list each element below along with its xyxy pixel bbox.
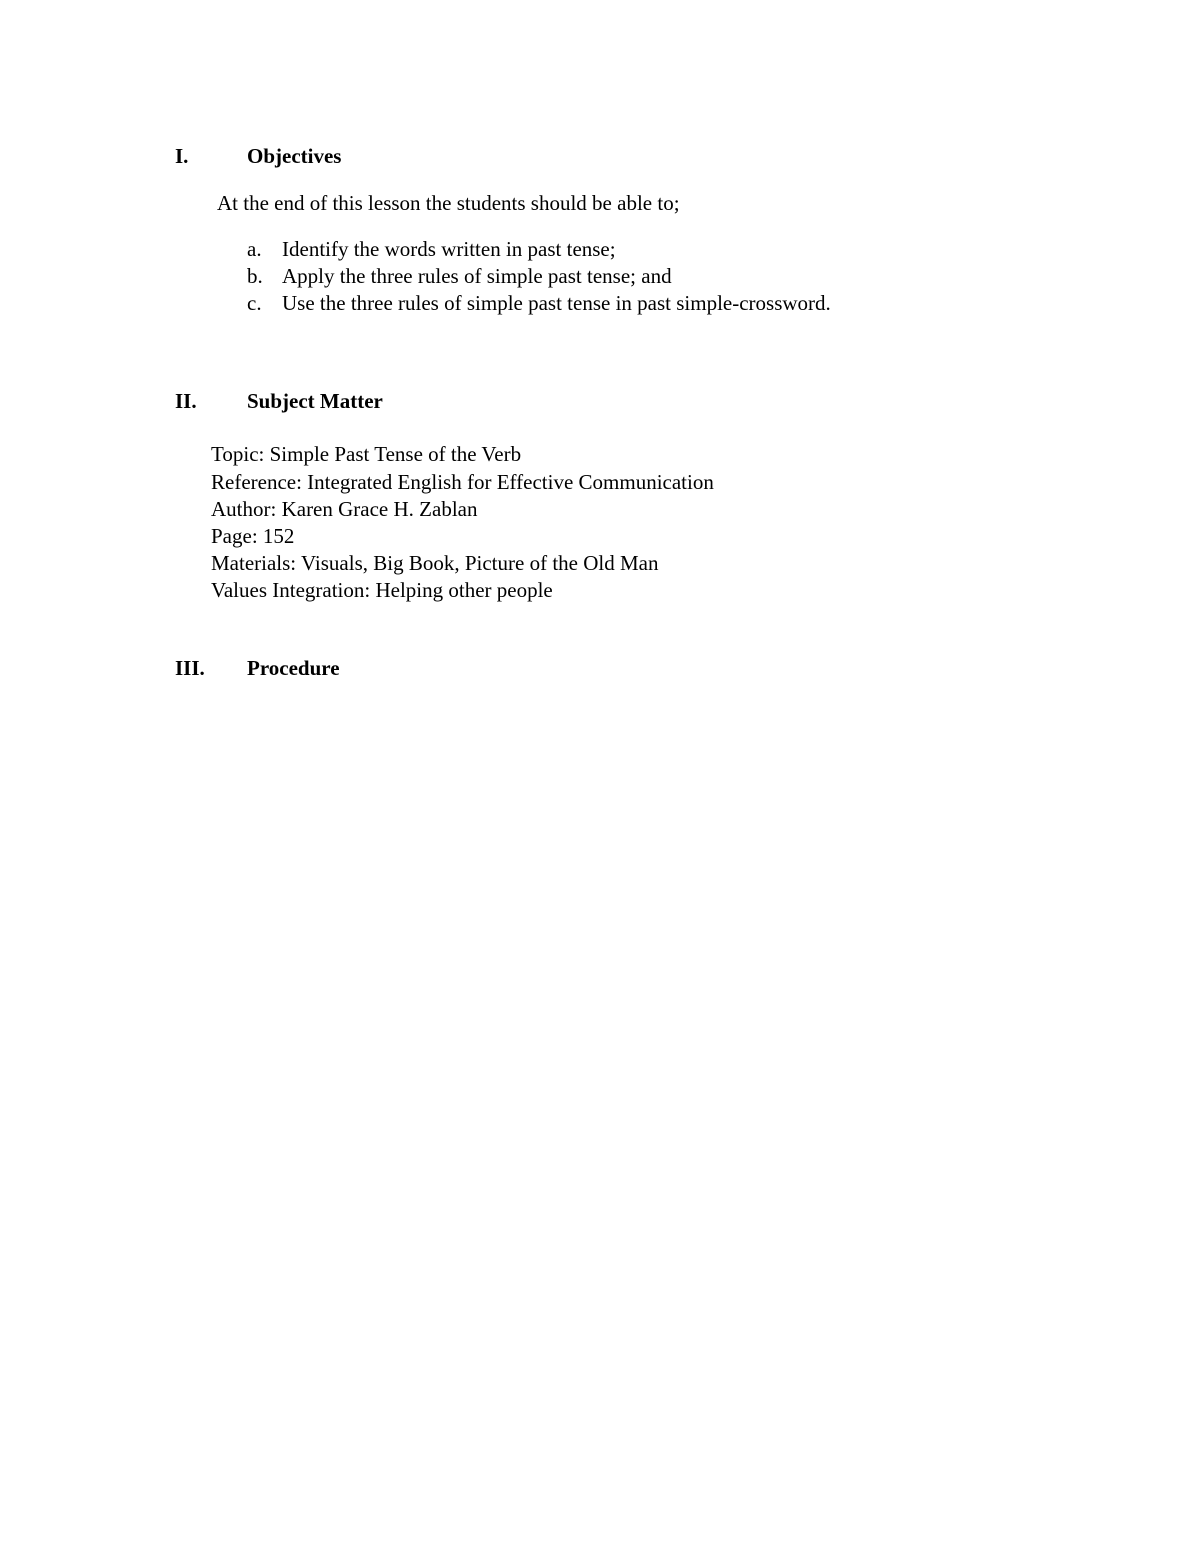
objectives-intro: At the end of this lesson the students should be able to; — [217, 191, 680, 215]
list-item-text: Use the three rules of simple past tense in past simple-crossword. — [282, 291, 831, 315]
list-marker: b. — [247, 264, 263, 288]
section-title: Objectives — [247, 144, 342, 168]
section-title: Subject Matter — [247, 389, 383, 413]
subject-values-integration: Values Integration: Helping other people — [211, 578, 553, 602]
section-heading-subject-matter — [175, 389, 383, 413]
section-heading-objectives — [175, 144, 341, 168]
subject-author: Author: Karen Grace H. Zablan — [211, 497, 478, 521]
section-number: III. — [175, 656, 205, 680]
list-marker: a. — [247, 237, 262, 261]
list-item-text: Identify the words written in past tense; — [282, 237, 616, 261]
objective-item — [247, 237, 616, 261]
section-title: Procedure — [247, 656, 340, 680]
subject-materials: Materials: Visuals, Big Book, Picture of the Old Man — [211, 551, 659, 575]
subject-topic: Topic: Simple Past Tense of the Verb — [211, 442, 522, 466]
section-number: I. — [175, 144, 189, 168]
subject-reference: Reference: Integrated English for Effective Communication — [211, 470, 714, 494]
section-heading-procedure — [175, 656, 340, 680]
objective-item — [247, 291, 831, 315]
subject-page: Page: 152 — [211, 524, 295, 548]
list-item-text: Apply the three rules of simple past tense; and — [282, 264, 672, 288]
list-marker: c. — [247, 291, 262, 315]
objective-item — [247, 264, 672, 288]
section-number: II. — [175, 389, 197, 413]
